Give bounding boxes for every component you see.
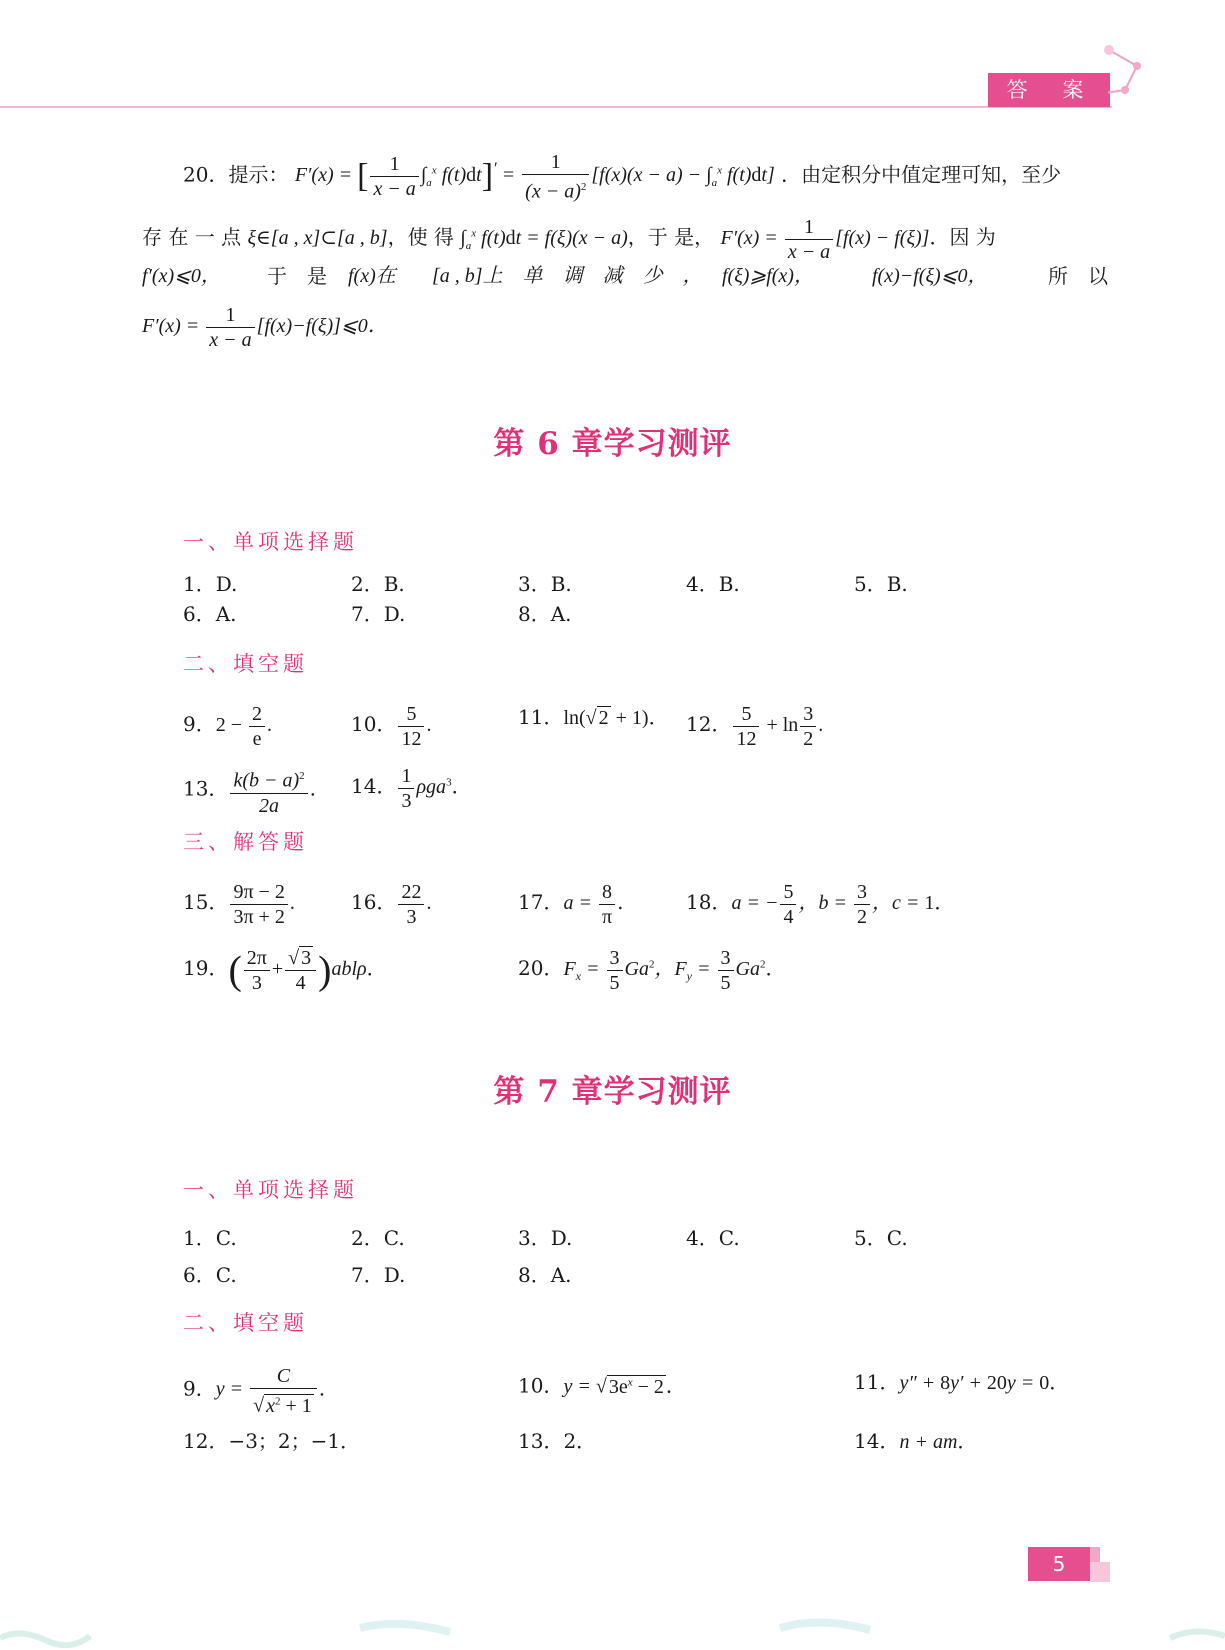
page-number-decoration (1090, 1547, 1100, 1562)
ch6-fill-9: 9．2 − $\frac{2}{e}$ . (183, 703, 273, 750)
page-number: 5 (1028, 1547, 1090, 1581)
formula-mean-value: $\int_a^x$ f(t)dt = f(ξ)(x − a) (460, 227, 628, 253)
ch7-choice-2: 2．C. (351, 1226, 405, 1250)
chapter6-sec2-heading: 二、填空题 (183, 652, 308, 676)
problem20-line4-suffix: [f(x)−f(ξ)]⩽0． (256, 315, 388, 338)
ch7-choice-5: 5．C. (854, 1226, 908, 1250)
ch6-choice-3: 3．B. (518, 572, 572, 596)
ch6-ans-17: 17．a = $\frac{8}{\pi}$ . (518, 881, 624, 928)
problem20-line1-suffix: ．由定积分中值定理可知，至少 (781, 162, 1062, 187)
ch7-fill-11: 11．y″ + 8y′ + 20y = 0． (854, 1370, 1070, 1394)
ch6-choice-2: 2．B. (351, 572, 405, 596)
ch6-choice-7: 7．D. (351, 602, 406, 626)
problem20-line3-g: 所 以 (1048, 264, 1108, 288)
problem20-line1 (183, 150, 1061, 204)
ch7-fill-14-label: 14． (854, 1429, 900, 1453)
ch7-choice-7: 7．D. (351, 1263, 406, 1287)
formula-F-prime: F′(x) = [ $\frac{1}{x - a}$ $\int_a^x$ f(t)dt]′ = $\frac{1}{(x - a)^2}$ [$f(x)(x - a) - \int_a^x$ f(t)dt] (294, 151, 775, 203)
problem20-line3-c: f(x)在 (348, 265, 396, 287)
formula-F-prime-xi: F′(x) = $\frac{1}{x - a}$ [f(x) − f(ξ)] (720, 216, 930, 263)
ch6-choice-8: 8．A. (518, 602, 572, 626)
problem20-line3-f: f(x)−f(ξ)⩽0， (872, 265, 988, 287)
problem20-line2 (142, 215, 996, 264)
chapter6-sec1-heading: 一、单项选择题 (183, 530, 358, 554)
header-tab: 答 案 (988, 73, 1110, 107)
ch7-choice-6: 6．C. (183, 1263, 237, 1287)
ch6-fill-11: 11．ln(√ 2 + 1)． (518, 705, 669, 729)
ch6-ans-18: 18．a = − $\frac{5}{4}$ ，b = $\frac{3}{2}$ ，c = 1． (686, 881, 955, 928)
ch6-ans-19: 19．( $\frac{2\pi}{3}$ + $\frac{√ 3}{4}$ )ablρ． (183, 947, 387, 994)
ch6-ans-16: 16． $\frac{22}{3}$ . (351, 881, 432, 928)
problem20-line3-a: f′(x)⩽0， (142, 265, 221, 287)
page-number-decoration-2 (1090, 1562, 1110, 1582)
problem20-line3-b: 于 是 (267, 264, 327, 288)
problem20-line4: F′(x) = $\frac{1}{x - a}$ [f(x)−f(ξ)]⩽0． (142, 304, 388, 351)
text-fragment: ，使 得 (387, 225, 454, 250)
ch7-choice-4: 4．C. (686, 1226, 740, 1250)
ch7-choice-3: 3．D. (518, 1226, 573, 1250)
text-fragment: 存 在 一 点 (142, 225, 242, 250)
text-fragment: ，于 是， (627, 225, 715, 250)
ch6-ans-20: 20．$F_x$ = $\frac{3}{5}$ Ga$^2$，$F_y$ = $\frac{3}{5}$ Ga$^2$． (518, 947, 786, 994)
ch7-choice-8: 8．A. (518, 1263, 572, 1287)
ch6-choice-6: 6．A. (183, 602, 237, 626)
chapter7-sec2-heading: 二、填空题 (183, 1311, 308, 1335)
problem20-line3-d: [a , b]上 单 调 减 少 ， (432, 265, 703, 287)
ch6-choice-1: 1．D. (183, 572, 238, 596)
ch6-choice-4: 4．B. (686, 572, 740, 596)
ch6-fill-13: 13． $\frac{k(b - a)^2}{2a}$ . (183, 764, 316, 818)
ch7-fill-9: 9．y = $\frac{C}{√ x^2 + 1}$ . (183, 1365, 326, 1417)
chapter7-title: 第 7 章学习测评 (493, 1074, 732, 1110)
bottom-watermark-decoration (0, 1598, 1225, 1650)
ch7-fill-14: 14．n + am． (854, 1429, 978, 1453)
molecule-decoration-icon (1095, 40, 1155, 110)
ch6-ans-15: 15． $\frac{9\pi - 2}{3\pi + 2}$ . (183, 881, 295, 928)
chapter7-sec1-heading: 一、单项选择题 (183, 1178, 358, 1202)
chapter6-sec3-heading: 三、解答题 (183, 830, 308, 854)
ch6-choice-5: 5．B. (854, 572, 908, 596)
ch7-choice-1: 1．C. (183, 1226, 237, 1250)
header-rule (0, 106, 1112, 108)
ch7-fill-12: 12．−3；2；−1． (183, 1429, 361, 1453)
problem20-label: 20．提示： (183, 162, 289, 187)
text-fragment: ．因 为 (929, 225, 996, 250)
chapter6-title: 第 6 章学习测评 (493, 426, 732, 462)
ch6-fill-12: 12． $\frac{5}{12}$ + ln $\frac{3}{2}$ . (686, 703, 824, 750)
ch7-fill-10: 10．y = √ $3e^x - 2$ ． (518, 1373, 686, 1398)
problem20-line3-e: f(ξ)⩾f(x)， (722, 265, 814, 287)
ch6-fill-14: 14． $\frac{1}{3}$ ρga$^3$． (351, 765, 472, 812)
ch6-fill-10: 10． $\frac{5}{12}$ . (351, 703, 432, 750)
formula-xi-interval: ξ∈[a , x]⊂[a , b] (247, 227, 388, 250)
ch7-fill-13: 13．2． (518, 1429, 597, 1453)
